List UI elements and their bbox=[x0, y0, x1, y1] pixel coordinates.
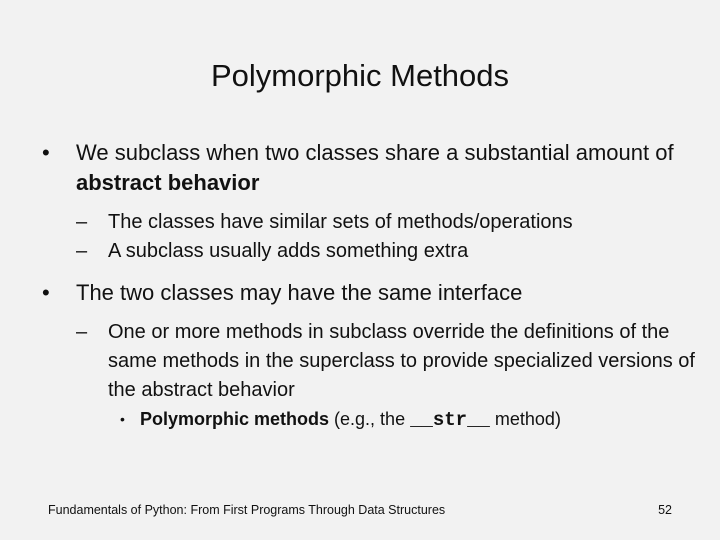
dash-marker: – bbox=[76, 211, 88, 233]
bullet-bold-text: Polymorphic methods bbox=[140, 409, 330, 429]
slide-footer: Fundamentals of Python: From First Programs Through Data Structures bbox=[48, 503, 446, 517]
bullet-bold-text: abstract behavior bbox=[76, 170, 260, 195]
bullet-text: One or more methods in subclass override the definitions of the same methods in the superclass to provide specialized versions of the abstract behavior bbox=[108, 321, 695, 401]
bullet-level3 bbox=[36, 405, 696, 434]
bullet-level2 bbox=[36, 237, 696, 266]
bullet-level1 bbox=[36, 138, 696, 198]
bullet-marker: • bbox=[120, 411, 125, 427]
dash-marker: – bbox=[76, 321, 88, 343]
slide-body bbox=[36, 138, 696, 434]
page-number: 52 bbox=[658, 503, 672, 517]
bullet-text: The two classes may have the same interface bbox=[76, 280, 523, 305]
code-text: __str__ bbox=[410, 409, 490, 431]
bullet-text: (e.g., the bbox=[329, 409, 411, 429]
bullet-marker: • bbox=[42, 140, 50, 165]
bullet-level1 bbox=[36, 278, 696, 308]
bullet-text: A subclass usually adds something extra bbox=[108, 240, 469, 262]
dash-marker: – bbox=[76, 240, 88, 262]
bullet-text: method) bbox=[489, 409, 561, 429]
bullet-text: We subclass when two classes share a substantial amount of bbox=[76, 140, 674, 165]
bullet-text: The classes have similar sets of methods/operations bbox=[108, 211, 573, 233]
bullet-level2 bbox=[36, 208, 696, 237]
bullet-marker: • bbox=[42, 280, 50, 305]
slide-title: Polymorphic Methods bbox=[210, 58, 510, 93]
bullet-level2 bbox=[36, 318, 696, 405]
